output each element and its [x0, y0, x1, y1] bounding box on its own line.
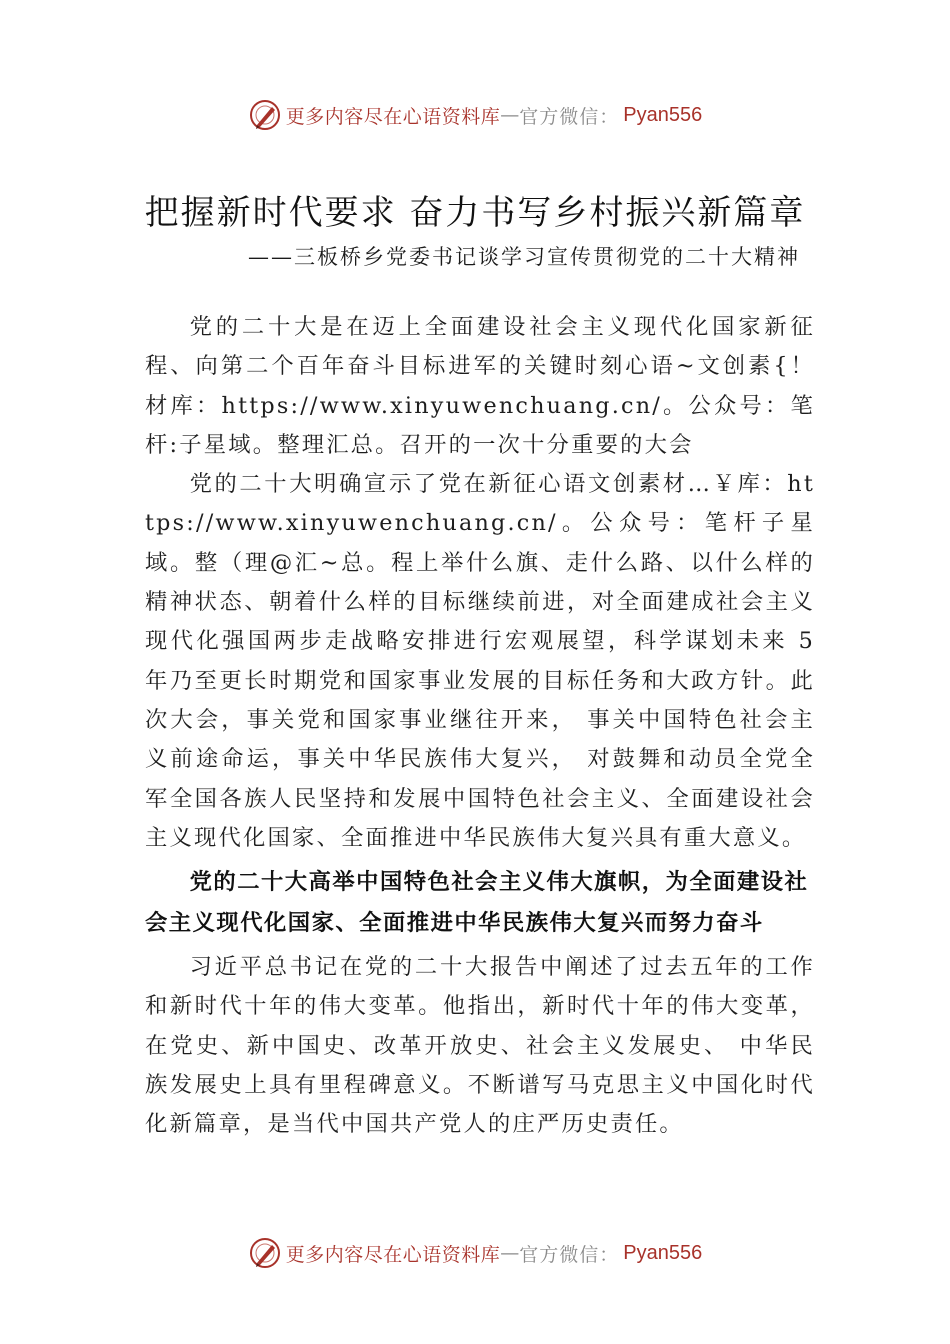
pen-logo-icon: [248, 1236, 282, 1270]
watermark-wechat-label: 官方微信：: [519, 1243, 620, 1266]
body-paragraph: 习近平总书记在党的二十大报告中阐述了过去五年的工作和新时代十年的伟大变革。他指出，新时代十年的伟大变革，在党史、新中国史、改革开放史、社会主义发展史、 中华民族发展史上具有里程碑意义。不断谱写马克思主义中国化时代化新篇章，是当代中国共产党人的庄严历史责任。: [145, 954, 815, 1138]
watermark-wechat-id: Pyan556: [623, 1241, 703, 1264]
watermark-separator: —: [500, 1242, 520, 1264]
document-body: [145, 308, 815, 1145]
watermark-brand: 更多内容尽在心语资料库: [285, 105, 501, 128]
watermark-separator: —: [500, 104, 520, 126]
pen-logo-icon: [248, 98, 282, 132]
watermark-banner-bottom: [0, 1233, 950, 1273]
document-title: 把握新时代要求 奋力书写乡村振兴新篇章: [144, 193, 806, 233]
body-paragraph: 党的二十大是在迈上全面建设社会主义现代化国家新征程、向第二个百年奋斗目标进军的关键时刻心语~文创素{！材库：https://www.xinyuwenchuang.cn/。公众号：笔杆:子星域。整理汇总。召开的一次十分重要的大会: [145, 314, 815, 458]
document-subtitle: ——三板桥乡党委书记谈学习宣传贯彻党的二十大精神: [248, 245, 800, 269]
watermark-wechat-label: 官方微信：: [519, 105, 620, 128]
watermark-brand: 更多内容尽在心语资料库: [285, 1243, 501, 1266]
body-paragraph: 党的二十大明确宣示了党在新征心语文创素材…￥库：https://www.xinyuwenchuang.cn/。公众号：笔杆子星域。整（理@汇~总。程上举什么旗、走什么路、以什么样的精神状态、朝着什么样的目标继续前进，对全面建成社会主义现代化强国两步走战略安排进行宏观展望，科学谋划未来 5 年乃至更长时期党和国家事业发展的目标任务和大政方针。此次大会，事关党和国家事业继往开来， 事关中国特色社会主义前途命运，事关中华民族伟大复兴， 对鼓舞和动员全党全军全国各族人民坚持和发展中国特色社会主义、全面建设社会主义现代化国家、全面推进中华民族伟大复兴具有重大意义。: [145, 471, 815, 851]
section-heading: 党的二十大高举中国特色社会主义伟大旗帜，为全面建设社会主义现代化国家、全面推进中华民族伟大复兴而努力奋斗: [145, 869, 809, 937]
watermark-banner-top: [0, 95, 950, 135]
watermark-wechat-id: Pyan556: [623, 103, 703, 126]
